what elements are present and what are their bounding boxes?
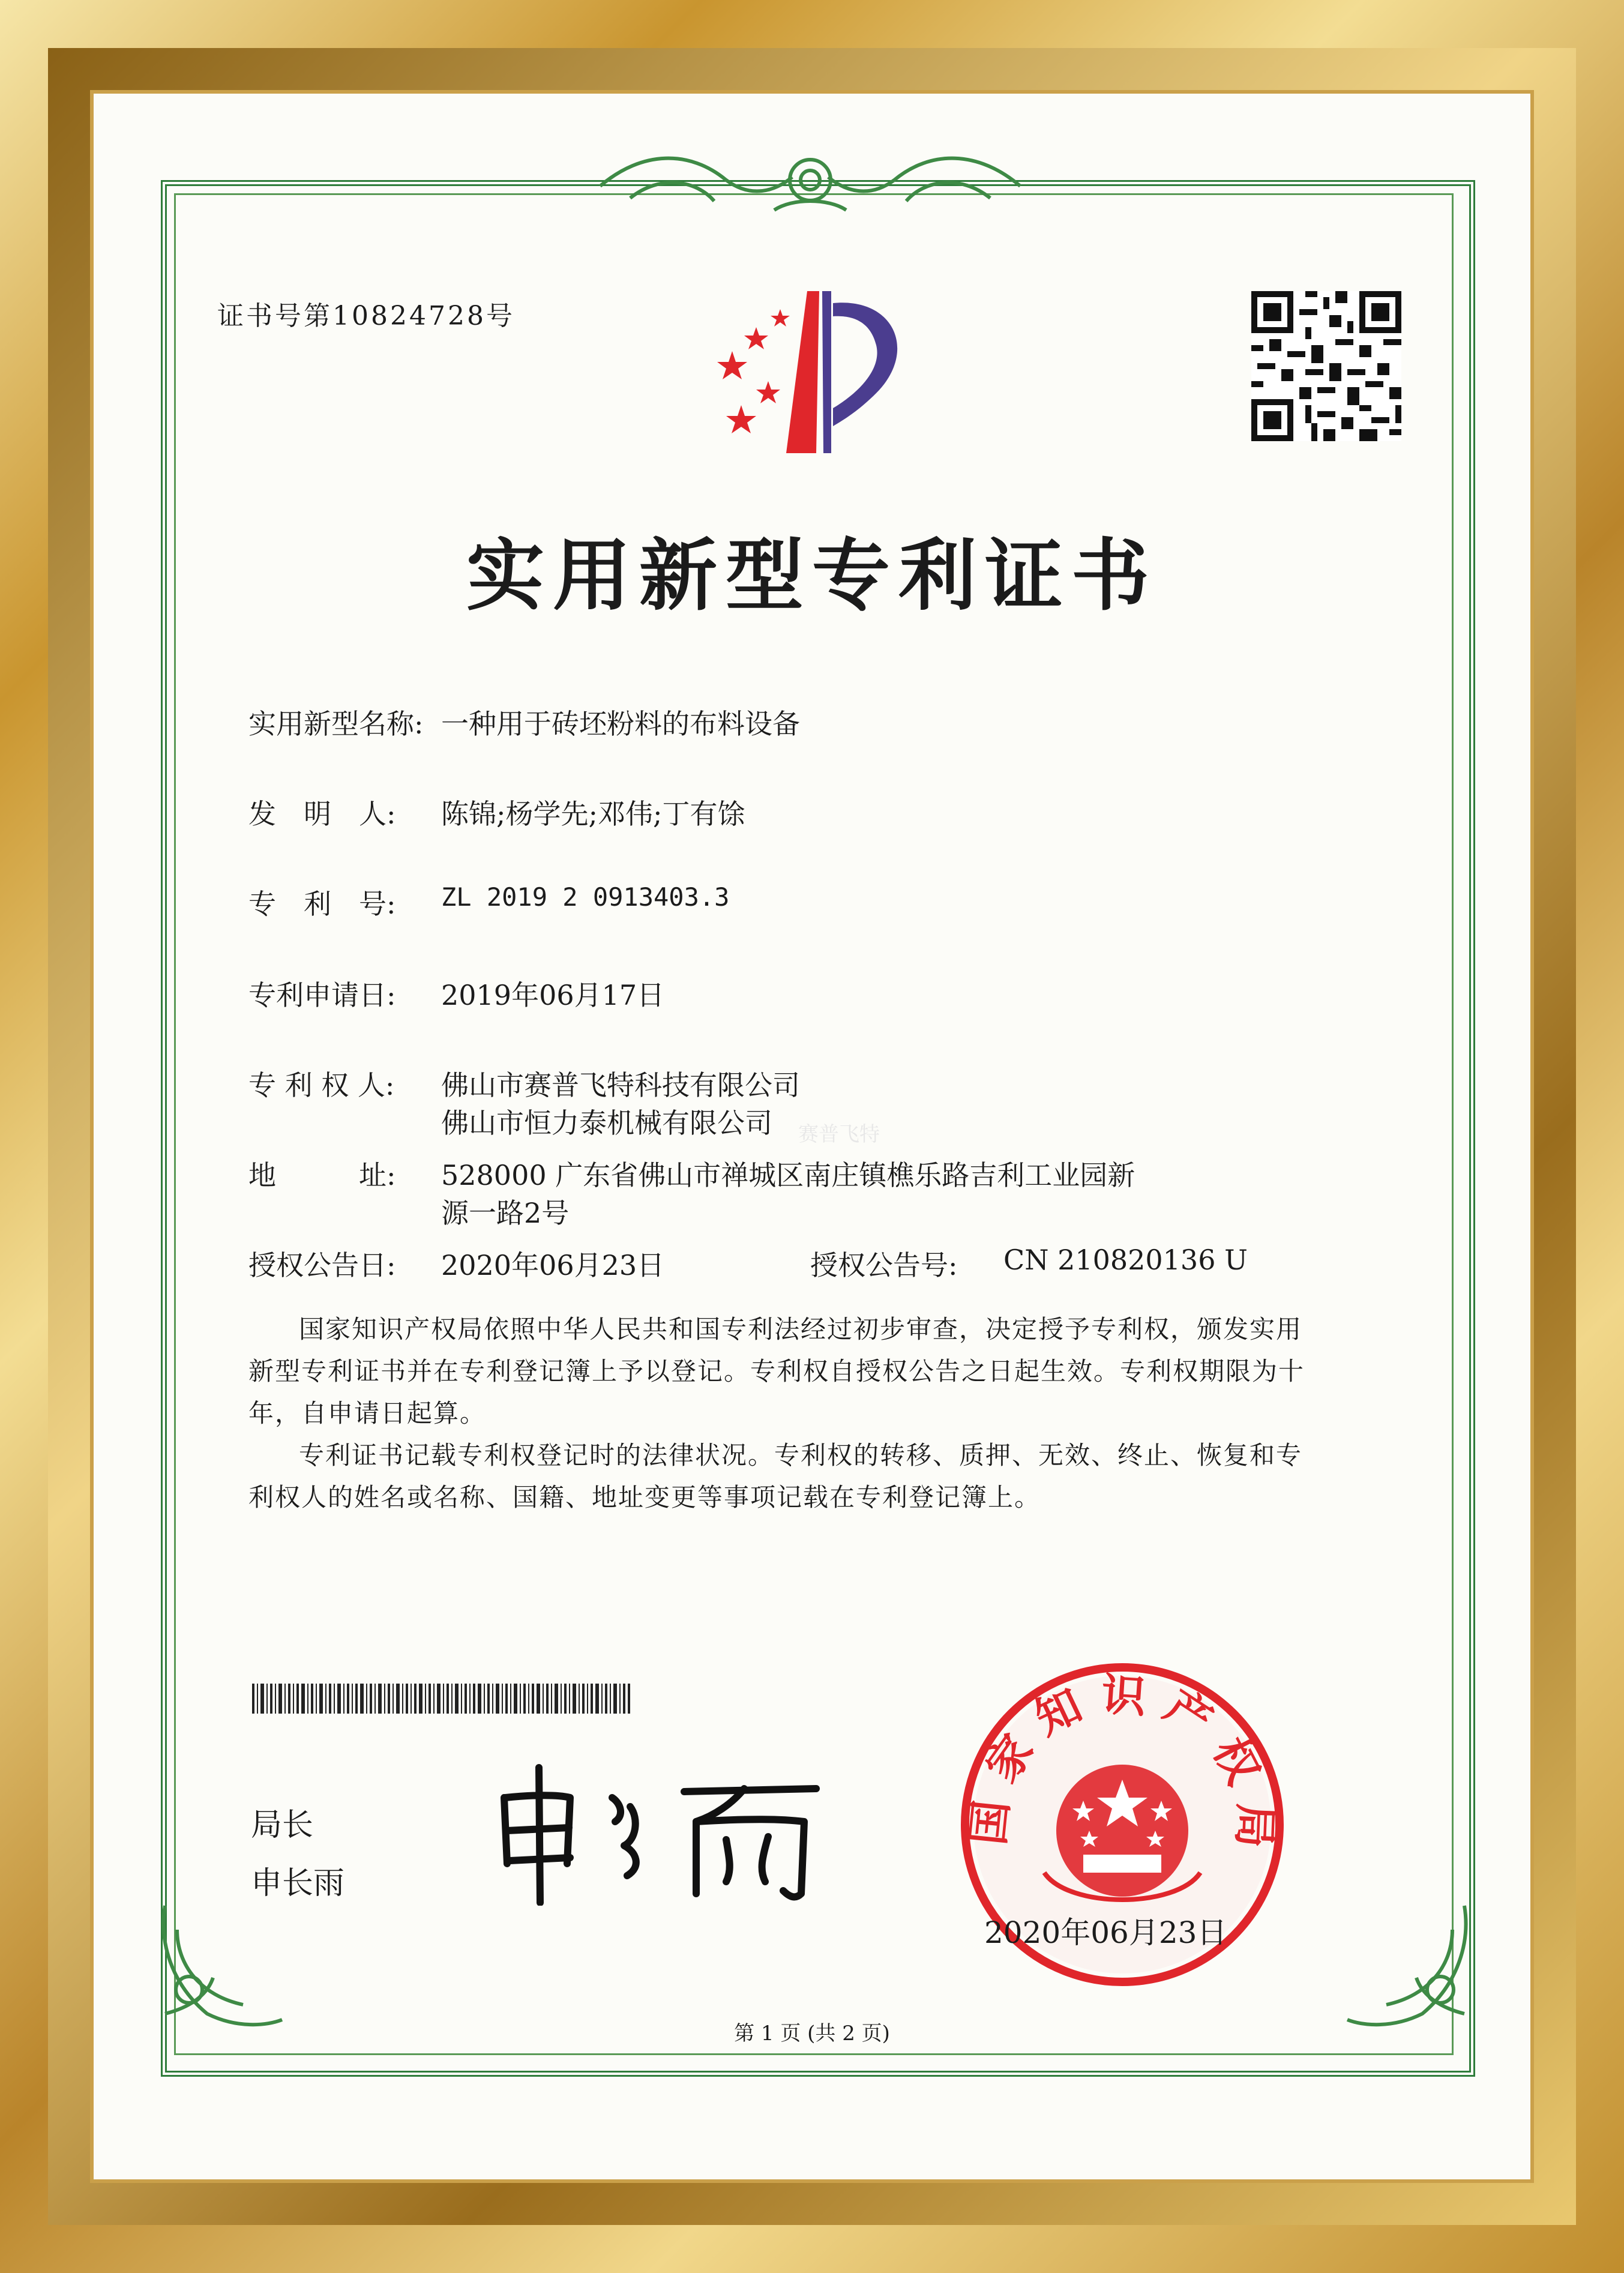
address-value-2: 源一路2号 bbox=[441, 1197, 570, 1229]
application-date-label: 专利申请日: bbox=[248, 979, 396, 1011]
handwritten-signature-icon bbox=[492, 1762, 828, 1906]
patentee-value-1: 佛山市赛普飞特科技有限公司 bbox=[441, 1069, 800, 1101]
corner-ornament-br-icon bbox=[1338, 1894, 1476, 2032]
page-indicator: 第 1 页 (共 2 页) bbox=[734, 2022, 890, 2046]
statement-line-2: 新型专利证书并在专利登记簿上予以登记。专利权自授权公告之日起生效。专利权期限为十 bbox=[248, 1356, 1305, 1386]
seal-date: 2020年06月23日 bbox=[984, 1915, 1227, 1950]
address-value-1: 528000 广东省佛山市禅城区南庄镇樵乐路吉利工业园新 bbox=[441, 1159, 1135, 1191]
inventor-label: 发 明 人: bbox=[248, 798, 396, 830]
patent-number-label: 专 利 号: bbox=[248, 888, 396, 920]
corner-ornament-bl-icon bbox=[153, 1894, 291, 2032]
statement-line-1: 国家知识产权局依照中华人民共和国专利法经过初步审查，决定授予专利权，颁发实用 bbox=[299, 1314, 1303, 1344]
director-name: 申长雨 bbox=[251, 1865, 345, 1901]
statement-line-3: 年，自申请日起算。 bbox=[248, 1398, 487, 1428]
design-name-value: 一种用于砖坯粉料的布料设备 bbox=[441, 708, 800, 740]
qr-code-icon bbox=[1251, 291, 1401, 441]
grant-date-value: 2020年06月23日 bbox=[441, 1249, 665, 1281]
application-date-value: 2019年06月17日 bbox=[441, 979, 665, 1011]
address-label: 地 址: bbox=[248, 1159, 396, 1191]
legal-status-line-2: 利权人的姓名或名称、国籍、地址变更等事项记载在专利登记簿上。 bbox=[248, 1483, 1041, 1512]
director-title: 局长 bbox=[251, 1807, 314, 1843]
patent-office-logo-icon bbox=[696, 279, 924, 459]
grant-date-label: 授权公告日: bbox=[248, 1249, 396, 1281]
grant-number-value: CN 210820136 U bbox=[1003, 1244, 1248, 1276]
inventor-value: 陈锦;杨学先;邓伟;丁有馀 bbox=[441, 798, 745, 830]
patentee-label: 专 利 权 人: bbox=[248, 1069, 395, 1101]
top-ornament-icon bbox=[594, 144, 1026, 222]
barcode-icon bbox=[252, 1684, 630, 1714]
seal-text: 国家知识产权局 bbox=[962, 1669, 1281, 1865]
patentee-value-2: 佛山市恒力泰机械有限公司 bbox=[441, 1107, 772, 1139]
certificate-title: 实用新型专利证书 bbox=[466, 529, 1158, 621]
watermark: 赛普飞特 bbox=[798, 1122, 880, 1146]
design-name-label: 实用新型名称: bbox=[248, 708, 424, 740]
certificate-number: 证书号第10824728号 bbox=[217, 301, 515, 331]
patent-number-value: ZL 2019 2 0913403.3 bbox=[441, 882, 730, 912]
grant-number-label: 授权公告号: bbox=[810, 1249, 958, 1281]
legal-status-line-1: 专利证书记载专利权登记时的法律状况。专利权的转移、质押、无效、终止、恢复和专 bbox=[299, 1441, 1303, 1470]
